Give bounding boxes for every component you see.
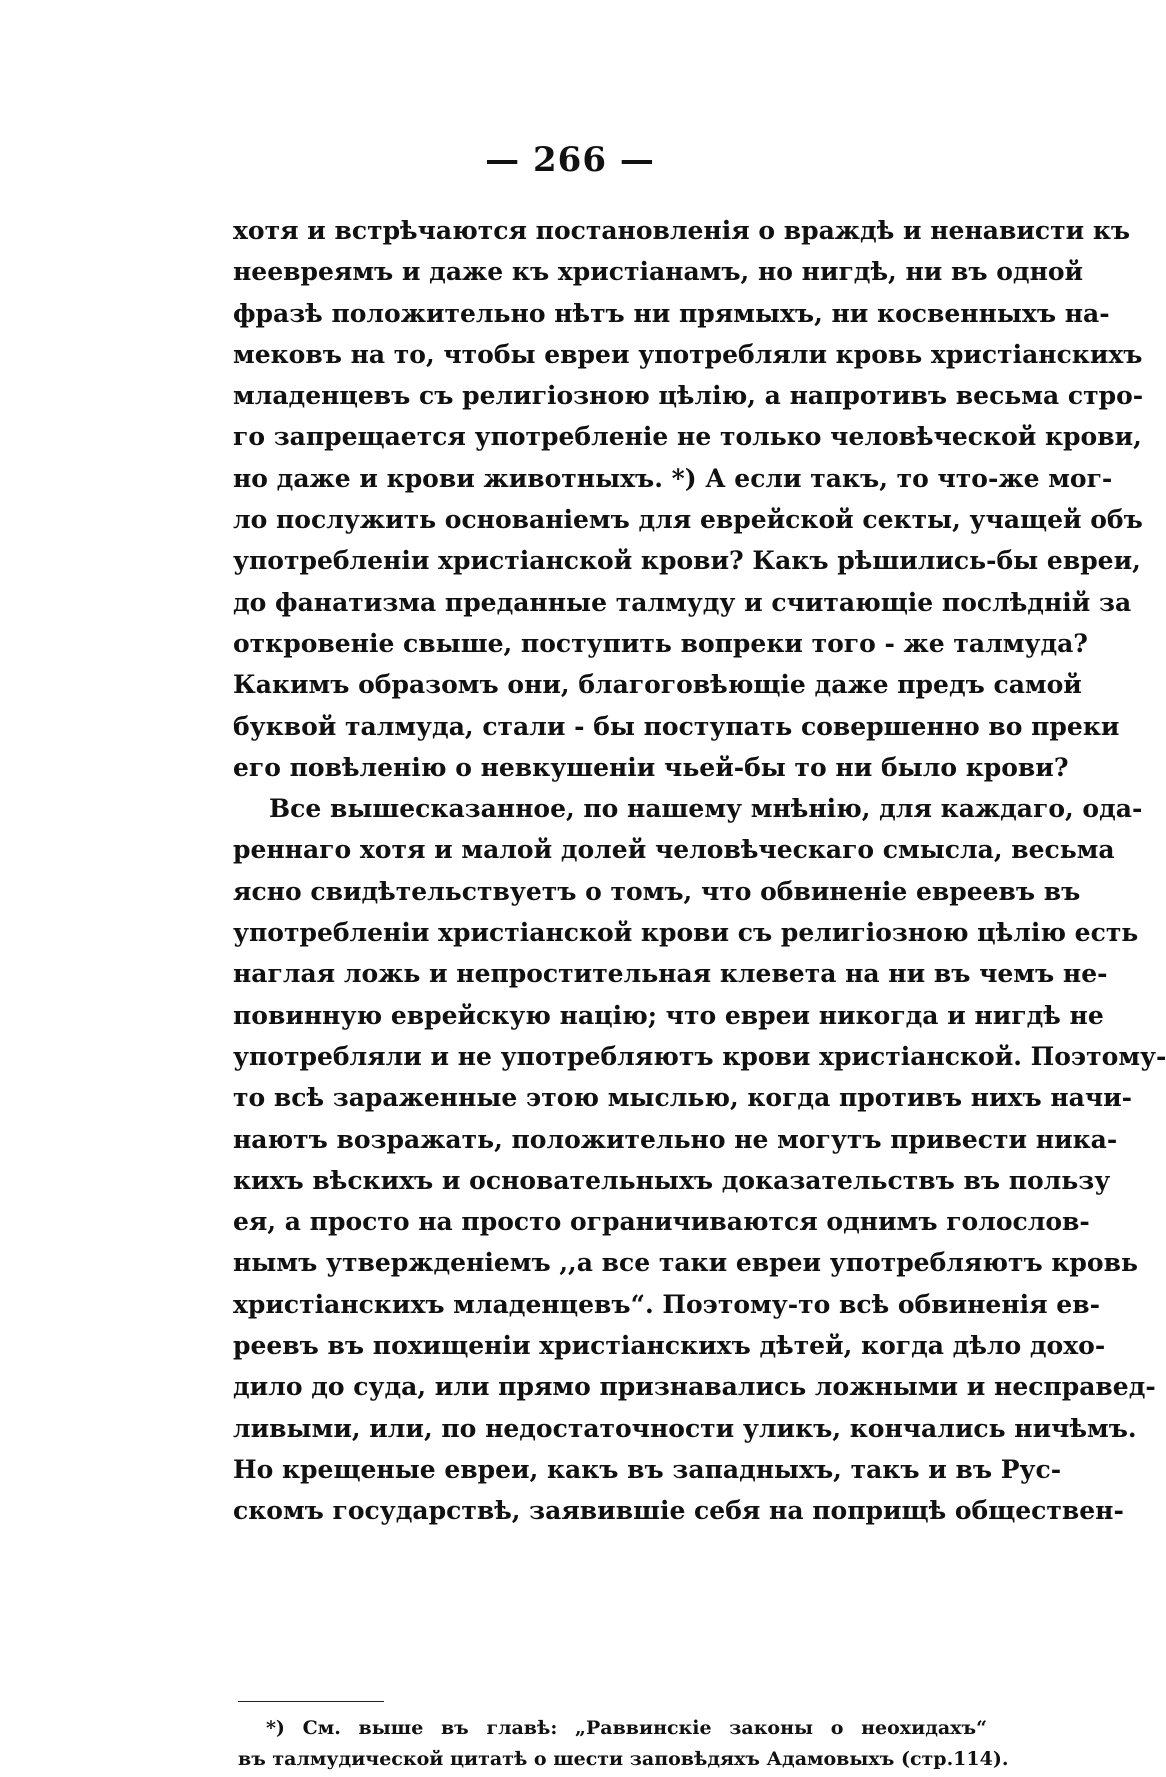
text-line: буквой талмуда, стали - бы поступать совершенно во преки — [233, 711, 1120, 741]
text-line: фразѣ положительно нѣтъ ни прямыхъ, ни косвенныхъ на- — [233, 298, 1110, 328]
text-line: употребляли и не употребляютъ крови христіанской. Поэтому- — [233, 1041, 1166, 1071]
paragraph-2 — [233, 788, 1166, 1531]
text-line: реннаго хотя и малой долей человѣческаго смысла, весьма — [233, 835, 1115, 865]
text-line: ло послужить основаніемъ для еврейской секты, учащей объ — [233, 505, 1143, 535]
text-line: употребленіи христіанской крови съ религіозною цѣлію есть — [233, 918, 1139, 948]
footnote-line: *) См. выше въ главѣ: „Раввинскіе законы о неохидахъ“ — [266, 1717, 987, 1739]
text-line: нымъ утвержденіемъ ,,а все таки евреи употребляютъ кровь — [233, 1248, 1138, 1278]
body-text — [233, 210, 1166, 1532]
text-line: мековъ на то, чтобы евреи употребляли кровь христіанскихъ — [233, 339, 1143, 369]
text-line: реевъ въ похищеніи христіанскихъ дѣтей, когда дѣло дохо- — [233, 1331, 1106, 1361]
text-line: ливыми, или, по недостаточности уликъ, кончались ничѣмъ. — [233, 1413, 1137, 1443]
footnote-divider — [238, 1701, 384, 1702]
footnote-line: въ талмудической цитатѣ о шести заповѣдяхъ Адамовыхъ (стр.114). — [238, 1748, 1009, 1770]
text-line: христіанскихъ младенцевъ“. Поэтому-то всѣ обвиненія ев- — [233, 1289, 1100, 1319]
text-line: дило до суда, или прямо признавались ложными и несправед- — [233, 1372, 1156, 1402]
text-line: неевреямъ и даже къ христіанамъ, но нигдѣ, ни въ одной — [233, 257, 1084, 287]
text-line: употребленіи христіанской крови? Какъ рѣшились-бы евреи, — [233, 546, 1141, 576]
text-line: его повѣленію о невкушеніи чьей-бы то ни было крови? — [233, 752, 1069, 782]
page-number: — 266 — — [485, 140, 655, 180]
text-line: кихъ вѣскихъ и основательныхъ доказательствъ въ пользу — [233, 1165, 1111, 1195]
text-line: Какимъ образомъ они, благоговѣющіе даже предъ самой — [233, 670, 1082, 700]
text-line: наютъ возражать, положительно не могутъ привести никa- — [233, 1124, 1118, 1154]
footnote — [238, 1713, 1009, 1775]
text-line: Но крещеные евреи, какъ въ западныхъ, такъ и въ Рус- — [233, 1454, 1062, 1484]
text-line: скомъ государствѣ, заявившіе себя на поприщѣ обществен- — [233, 1496, 1124, 1526]
text-line: но даже и крови животныхъ. *) А если такъ, то что-же мог- — [233, 463, 1113, 493]
text-line: хотя и встрѣчаются постановленія о враждѣ и ненависти къ — [233, 216, 1131, 245]
text-line: ясно свидѣтельствуетъ о томъ, что обвиненіе евреевъ въ — [233, 876, 1081, 906]
text-line: повинную еврейскую націю; что евреи никогда и нигдѣ не — [233, 1000, 1104, 1030]
text-line: откровеніе свыше, поступить вопреки того - же талмуда? — [233, 628, 1088, 658]
text-line: ея, а просто на просто ограничиваются однимъ голослов- — [233, 1207, 1090, 1237]
text-line: до фанатизма преданные талмуду и считающіе послѣдній за — [233, 587, 1132, 617]
text-line: наглая ложь и непростительная клевета на ни въ чемъ не- — [233, 959, 1108, 989]
text-line: Все вышесказанное, по нашему мнѣнію, для каждаго, ода- — [269, 794, 1143, 824]
text-line: то всѣ зараженные этою мыслью, когда противъ нихъ начи- — [233, 1083, 1133, 1113]
paragraph-1 — [233, 210, 1144, 788]
text-line: младенцевъ съ религіозною цѣлію, а напротивъ весьма стро- — [233, 381, 1144, 411]
text-line: го запрещается употребленіе не только человѣческой крови, — [233, 422, 1142, 452]
